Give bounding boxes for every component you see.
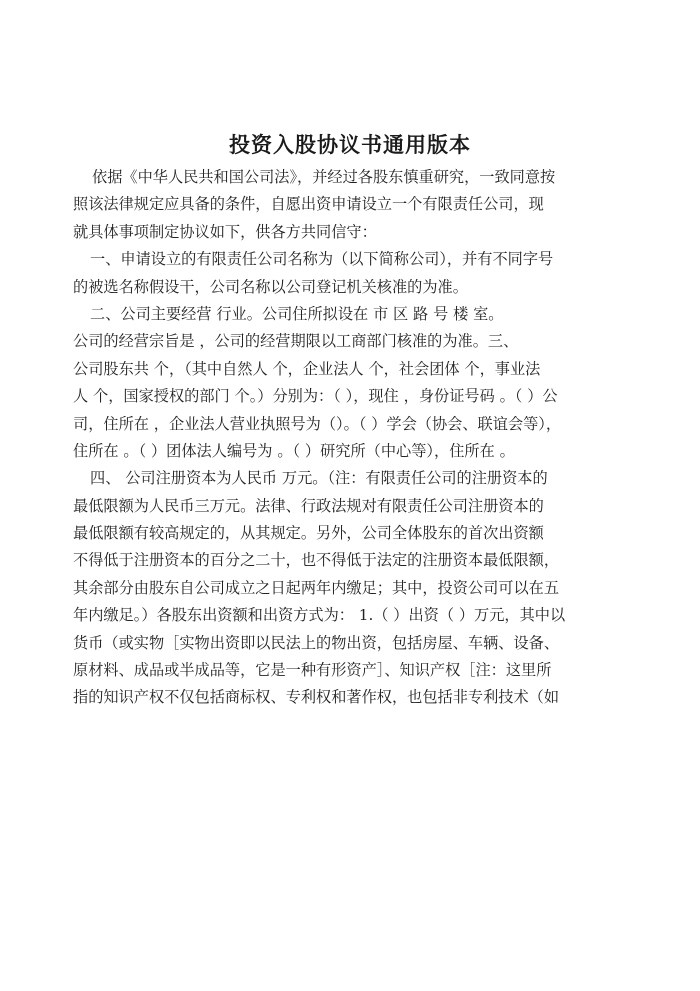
- paragraph-line: 公司的经营宗旨是 ，公司的经营期限以工商部门核准的为准。三、: [73, 332, 519, 351]
- paragraph-line: 公司股东共 个，（其中自然人 个，企业法人 个，社会团体 个，事业法: [73, 359, 541, 378]
- document-body: [73, 164, 653, 712]
- paragraph-line: 的被选名称假设干，公司名称以公司登记机关核准的为准。: [73, 277, 468, 296]
- paragraph-line: 最低限额有较高规定的，从其规定。另外，公司全体股东的首次出资额: [73, 524, 544, 543]
- paragraph-line: 人 个，国家授权的部门 个。）分别为：（ ），现住 ，身份证号码 。（ ）公: [73, 387, 558, 406]
- paragraph-line: 二、公司主要经营 行业。公司住所拟设在 市 区 路 号 楼 室。: [90, 304, 504, 323]
- paragraph-line: 就具体事项制定协议如下，供各方共同信守：: [73, 222, 377, 241]
- paragraph-line: 住所在 。（ ）团体法人编号为 。（ ）研究所（中心等），住所在 。: [73, 441, 515, 460]
- paragraph-line: 年内缴足。）各股东出资额和出资方式为： 1.（ ）出资（ ）万元，其中以: [73, 606, 566, 625]
- paragraph-line: 最低限额为人民币三万元。法律、行政法规对有限责任公司注册资本的: [73, 496, 544, 515]
- paragraph-line: 四、 公司注册资本为人民币 万元。（注：有限责任公司的注册资本的: [90, 469, 548, 488]
- paragraph-line: 不得低于注册资本的百分之二十，也不得低于法定的注册资本最低限额，: [73, 551, 559, 570]
- paragraph-line: 照该法律规定应具备的条件，自愿出资申请设立一个有限责任公司，现: [73, 195, 544, 214]
- paragraph-line: 货币（或实物［实物出资即以民法上的物出资，包括房屋、车辆、设备、: [73, 633, 559, 652]
- document-title: 投资入股协议书通用版本: [229, 133, 471, 157]
- paragraph-line: 依据《中华人民共和国公司法》，并经过各股东慎重研究，一致同意按: [92, 168, 556, 186]
- paragraph-line: 其余部分由股东自公司成立之日起两年内缴足；其中，投资公司可以在五: [73, 578, 559, 597]
- paragraph-line: 原材料、成品或半成品等，它是一种有形资产］、知识产权［注：这里所: [73, 661, 552, 680]
- paragraph-line: 一、申请设立的有限责任公司名称为（以下简称公司），并有不同字号: [90, 250, 554, 269]
- paragraph-line: 指的知识产权不仅包括商标权、专利权和著作权，也包括非专利技术（如: [73, 688, 559, 707]
- paragraph-line: 司，住所在 ，企业法人营业执照号为（）。（ ）学会（协会、联谊会等），: [73, 414, 562, 433]
